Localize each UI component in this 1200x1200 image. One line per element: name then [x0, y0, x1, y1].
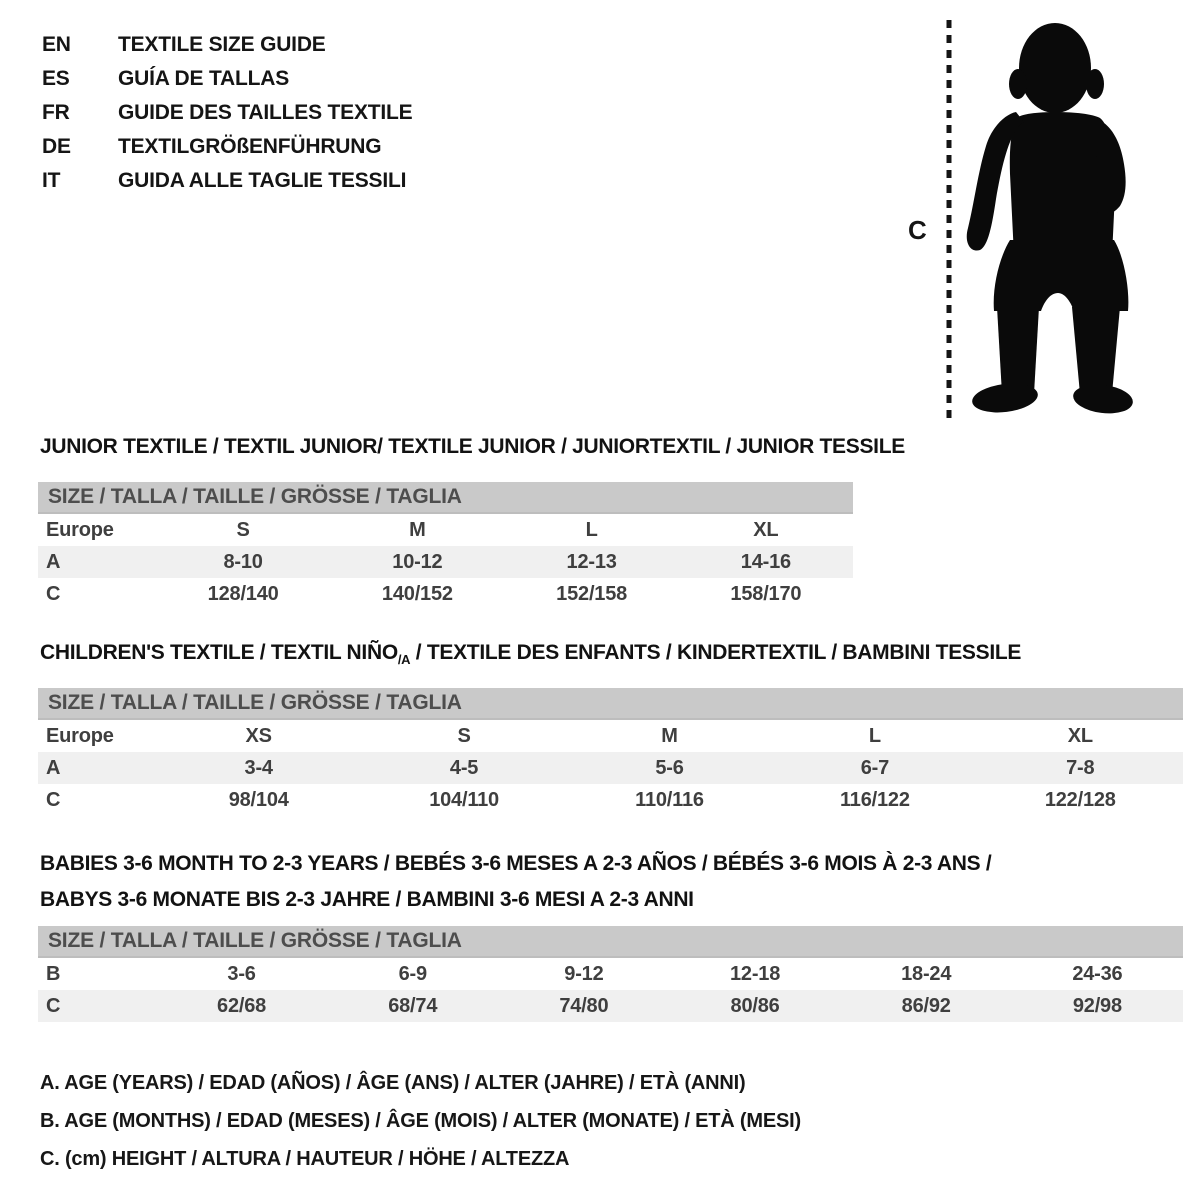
- table-row: [38, 957, 1183, 990]
- table-row: [38, 513, 853, 546]
- babies-size-table: [38, 926, 1183, 1022]
- language-code: FR: [42, 101, 70, 124]
- list-item: [42, 62, 412, 96]
- cell: 62/68: [156, 990, 327, 1022]
- guide-title: TEXTILE SIZE GUIDE: [118, 33, 326, 56]
- baby-silhouette-icon: [962, 14, 1134, 423]
- cell: 12-13: [505, 546, 679, 578]
- language-code: DE: [42, 135, 71, 158]
- list-item: [42, 130, 412, 164]
- cell: 152/158: [556, 582, 628, 605]
- cell: 128/140: [207, 582, 279, 605]
- footnote-c: C. (cm) HEIGHT / ALTURA / HAUTEUR / HÖHE / ALTEZZA: [40, 1148, 570, 1170]
- cell: 12-18: [729, 962, 781, 985]
- cell: 74/80: [498, 990, 669, 1022]
- cell: S: [236, 518, 250, 541]
- cell: XL: [753, 518, 779, 541]
- babies-section-heading: [40, 846, 991, 918]
- row-label: C: [38, 990, 156, 1022]
- language-title-list: [42, 28, 412, 198]
- guide-title: GUIDA ALLE TAGLIE TESSILI: [118, 169, 407, 192]
- row-label: B: [46, 962, 61, 985]
- children-size-table: [38, 688, 1183, 816]
- list-item: [42, 96, 412, 130]
- cell: 86/92: [841, 990, 1012, 1022]
- cell: 3-4: [156, 752, 361, 784]
- guide-title: GUIDE DES TAILLES TEXTILE: [118, 101, 413, 124]
- row-label: C: [46, 582, 61, 605]
- table-row: [38, 990, 1183, 1022]
- table-header-row: [38, 482, 853, 513]
- cell: 6-9: [398, 962, 427, 985]
- cell: L: [585, 518, 598, 541]
- cell: M: [409, 518, 426, 541]
- cell: XS: [245, 724, 272, 747]
- language-code: ES: [42, 67, 70, 90]
- cell: 5-6: [567, 752, 772, 784]
- cell: 24-36: [1072, 962, 1123, 985]
- list-item: [42, 164, 412, 198]
- cell: 104/110: [429, 788, 499, 811]
- guide-title: TEXTILGRÖßENFÜHRUNG: [118, 135, 382, 158]
- language-code: IT: [42, 169, 61, 192]
- cell: 4-5: [361, 752, 566, 784]
- heading-subscript: /A: [397, 652, 411, 667]
- cell: 158/170: [730, 582, 802, 605]
- table-header-row: [38, 926, 1183, 957]
- footnote-b: B. AGE (MONTHS) / EDAD (MESES) / ÂGE (MOIS) / ALTER (MONATE) / ETÀ (MESI): [40, 1110, 801, 1132]
- cell: 116/122: [839, 788, 910, 811]
- cell: 6-7: [772, 752, 977, 784]
- guide-title: GUÍA DE TALLAS: [118, 67, 290, 90]
- cell: 8-10: [156, 546, 330, 578]
- height-dashed-line: [945, 18, 953, 425]
- cell: 110/116: [635, 788, 704, 811]
- cell: 80/86: [669, 990, 840, 1022]
- heading-line-1: BABIES 3-6 MONTH TO 2-3 YEARS / BEBÉS 3-6 MESES A 2-3 AÑOS / BÉBÉS 3-6 MOIS À 2-3 ANS /: [40, 852, 992, 875]
- table-header-row: [38, 688, 1183, 719]
- size-header-bar: SIZE / TALLA / TAILLE / GRÖSSE / TAGLIA: [38, 688, 1183, 719]
- measure-label-c: C: [908, 215, 927, 245]
- footnote-legend: [40, 1064, 801, 1178]
- cell: 68/74: [327, 990, 498, 1022]
- heading-text: / TEXTILE DES ENFANTS / KINDERTEXTIL / BAMBINI TESSILE: [410, 641, 1022, 664]
- cell: 140/152: [381, 582, 453, 605]
- cell: S: [457, 724, 471, 747]
- children-section-heading: [40, 641, 1021, 665]
- cell: 14-16: [679, 546, 853, 578]
- cell: 9-12: [564, 962, 604, 985]
- size-header-bar: SIZE / TALLA / TAILLE / GRÖSSE / TAGLIA: [38, 926, 1183, 957]
- row-label: Europe: [46, 518, 114, 541]
- cell: 18-24: [901, 962, 952, 985]
- footnote-a: A. AGE (YEARS) / EDAD (AÑOS) / ÂGE (ANS) / ALTER (JAHRE) / ETÀ (ANNI): [40, 1072, 746, 1094]
- cell: M: [661, 724, 678, 747]
- cell: 10-12: [330, 546, 504, 578]
- heading-line-2: BABYS 3-6 MONATE BIS 2-3 JAHRE / BAMBINI 3-6 MESI A 2-3 ANNI: [40, 888, 694, 911]
- table-row: [38, 784, 1183, 816]
- cell: 122/128: [1044, 788, 1116, 811]
- cell: L: [868, 724, 881, 747]
- row-label: C: [46, 788, 61, 811]
- language-code: EN: [42, 33, 71, 56]
- cell: XL: [1067, 724, 1093, 747]
- heading-text: CHILDREN'S TEXTILE / TEXTIL NIÑO: [40, 641, 398, 664]
- height-measure-figure: [900, 10, 1150, 425]
- size-header-bar: SIZE / TALLA / TAILLE / GRÖSSE / TAGLIA: [38, 482, 853, 513]
- cell: 3-6: [227, 962, 256, 985]
- row-label: Europe: [46, 724, 114, 747]
- row-label: A: [38, 752, 156, 784]
- table-row: [38, 719, 1183, 752]
- cell: 98/104: [228, 788, 289, 811]
- list-item: [42, 28, 412, 62]
- cell: 7-8: [978, 752, 1183, 784]
- table-row: [38, 546, 853, 578]
- cell: 92/98: [1012, 990, 1183, 1022]
- junior-section-heading: JUNIOR TEXTILE / TEXTIL JUNIOR/ TEXTILE JUNIOR / JUNIORTEXTIL / JUNIOR TESSILE: [40, 435, 905, 458]
- table-row: [38, 578, 853, 610]
- table-row: [38, 752, 1183, 784]
- row-label: A: [38, 546, 156, 578]
- junior-size-table: [38, 482, 853, 610]
